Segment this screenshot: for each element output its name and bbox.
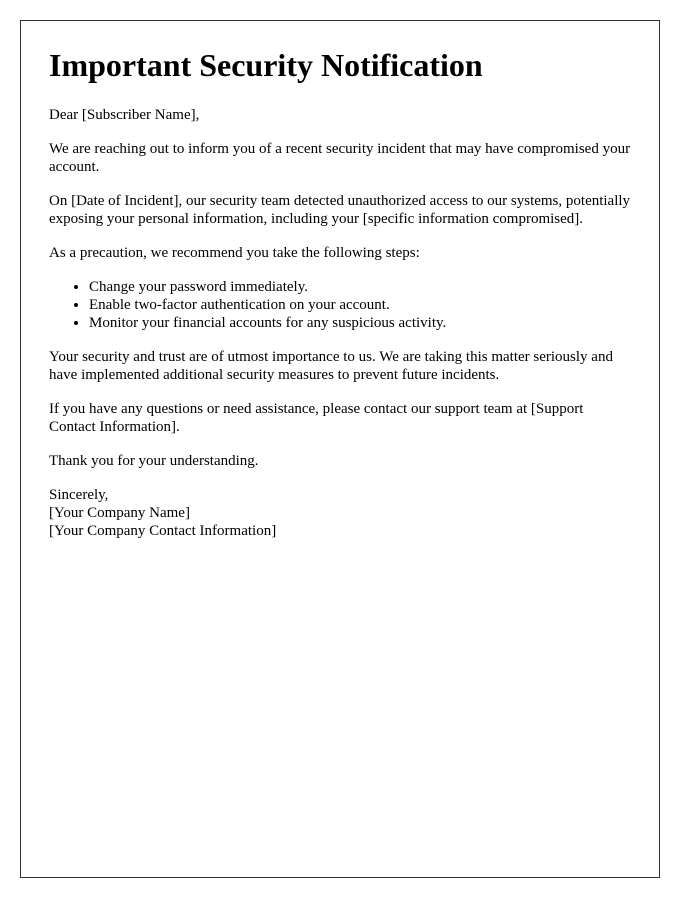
steps-list [49, 278, 631, 332]
greeting: Dear [Subscriber Name], [49, 106, 200, 123]
letter-page [20, 20, 660, 878]
intro-paragraph: We are reaching out to inform you of a recent security incident that may have compromised your account. [49, 140, 631, 175]
signoff: Sincerely, [49, 486, 109, 503]
company-name: [Your Company Name] [49, 504, 190, 521]
commitment-paragraph: Your security and trust are of utmost importance to us. We are taking this matter seriously and have implemented additional security measures to prevent future incidents. [49, 348, 613, 383]
precaution-paragraph: As a precaution, we recommend you take the following steps: [49, 244, 420, 261]
list-item: • Change your password immediately. [89, 278, 631, 296]
list-item: • Enable two-factor authentication on your account. [89, 296, 631, 314]
company-contact: [Your Company Contact Information] [49, 522, 277, 539]
thanks-paragraph: Thank you for your understanding. [49, 452, 259, 469]
page-title: Important Security Notification [49, 47, 483, 83]
list-item: • Monitor your financial accounts for any suspicious activity. [89, 314, 631, 332]
incident-paragraph: On [Date of Incident], our security team detected unauthorized access to our systems, potentially exposing your personal information, including your [specific information compromised]. [49, 192, 631, 227]
support-paragraph: If you have any questions or need assistance, please contact our support team at [Support Contact Information]. [49, 400, 584, 435]
closing-block [49, 486, 631, 540]
